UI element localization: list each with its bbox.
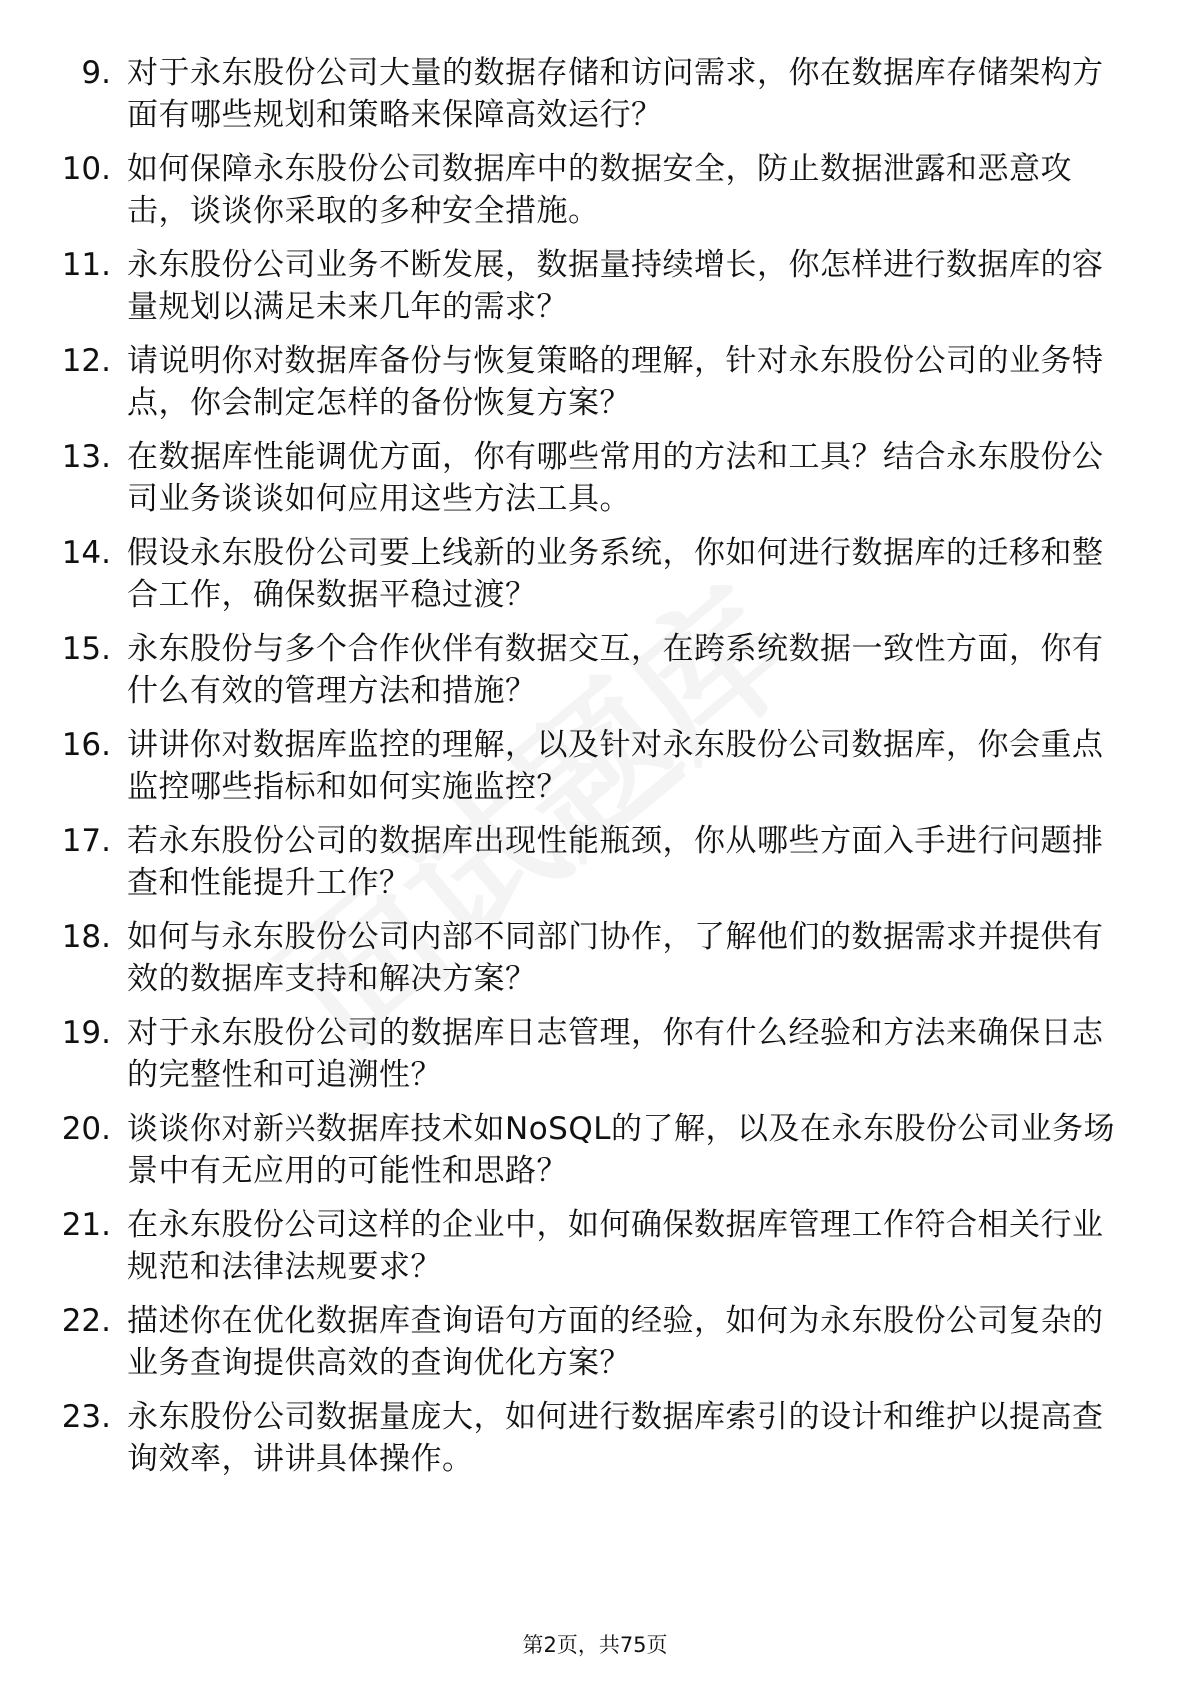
question-text: 谈谈你对新兴数据库技术如NoSQL的了解，以及在永东股份公司业务场景中有无应用的可能性和思路？ — [127, 1111, 1115, 1189]
question-text: 若永东股份公司的数据库出现性能瓶颈，你从哪些方面入手进行问题排查和性能提升工作？ — [127, 823, 1104, 901]
question-number: 21. — [61, 1207, 111, 1243]
question-text: 永东股份公司数据量庞大，如何进行数据库索引的设计和维护以提高查询效率，讲讲具体操作。 — [127, 1399, 1104, 1477]
question-text: 永东股份与多个合作伙伴有数据交互，在跨系统数据一致性方面，你有什么有效的管理方法和措施？ — [127, 631, 1104, 709]
question-text: 如何与永东股份公司内部不同部门协作，了解他们的数据需求并提供有效的数据库支持和解决方案？ — [127, 919, 1104, 997]
question-number: 11. — [61, 247, 111, 283]
question-item — [55, 52, 1115, 136]
question-text: 对于永东股份公司的数据库日志管理，你有什么经验和方法来确保日志的完整性和可追溯性？ — [127, 1015, 1104, 1093]
question-list — [55, 52, 1115, 1492]
question-item — [55, 1396, 1115, 1480]
question-number: 13. — [61, 439, 111, 475]
question-number: 22. — [61, 1303, 111, 1339]
question-text: 描述你在优化数据库查询语句方面的经验，如何为永东股份公司复杂的业务查询提供高效的查询优化方案？ — [127, 1303, 1104, 1381]
question-item — [55, 1300, 1115, 1384]
question-text: 如何保障永东股份公司数据库中的数据安全，防止数据泄露和恶意攻击，谈谈你采取的多种安全措施。 — [127, 151, 1072, 229]
question-number: 12. — [61, 343, 111, 379]
question-item — [55, 1108, 1115, 1192]
question-item — [55, 724, 1115, 808]
question-text: 假设永东股份公司要上线新的业务系统，你如何进行数据库的迁移和整合工作，确保数据平稳过渡？ — [127, 535, 1104, 613]
question-text: 讲讲你对数据库监控的理解，以及针对永东股份公司数据库，你会重点监控哪些指标和如何实施监控？ — [127, 727, 1104, 805]
question-text: 对于永东股份公司大量的数据存储和访问需求，你在数据库存储架构方面有哪些规划和策略来保障高效运行？ — [127, 55, 1104, 133]
question-item — [55, 244, 1115, 328]
question-text: 请说明你对数据库备份与恢复策略的理解，针对永东股份公司的业务特点，你会制定怎样的备份恢复方案？ — [127, 343, 1104, 421]
page-footer — [0, 1631, 1190, 1659]
question-number: 20. — [61, 1111, 111, 1147]
question-item — [55, 436, 1115, 520]
question-item — [55, 148, 1115, 232]
question-number: 19. — [61, 1015, 111, 1051]
question-number: 9. — [81, 55, 111, 91]
question-item — [55, 340, 1115, 424]
question-item — [55, 628, 1115, 712]
question-text: 在永东股份公司这样的企业中，如何确保数据库管理工作符合相关行业规范和法律法规要求？ — [127, 1207, 1104, 1285]
question-number: 17. — [61, 823, 111, 859]
question-number: 15. — [61, 631, 111, 667]
question-number: 23. — [61, 1399, 111, 1435]
question-item — [55, 1012, 1115, 1096]
question-text: 永东股份公司业务不断发展，数据量持续增长，你怎样进行数据库的容量规划以满足未来几年的需求？ — [127, 247, 1104, 325]
question-number: 16. — [61, 727, 111, 763]
page-number-label: 第2页，共75页 — [522, 1633, 668, 1657]
question-item — [55, 1204, 1115, 1288]
question-number: 14. — [61, 535, 111, 571]
question-item — [55, 820, 1115, 904]
question-number: 18. — [61, 919, 111, 955]
question-number: 10. — [61, 151, 111, 187]
question-item — [55, 916, 1115, 1000]
question-text: 在数据库性能调优方面，你有哪些常用的方法和工具？结合永东股份公司业务谈谈如何应用这些方法工具。 — [127, 439, 1104, 517]
question-item — [55, 532, 1115, 616]
